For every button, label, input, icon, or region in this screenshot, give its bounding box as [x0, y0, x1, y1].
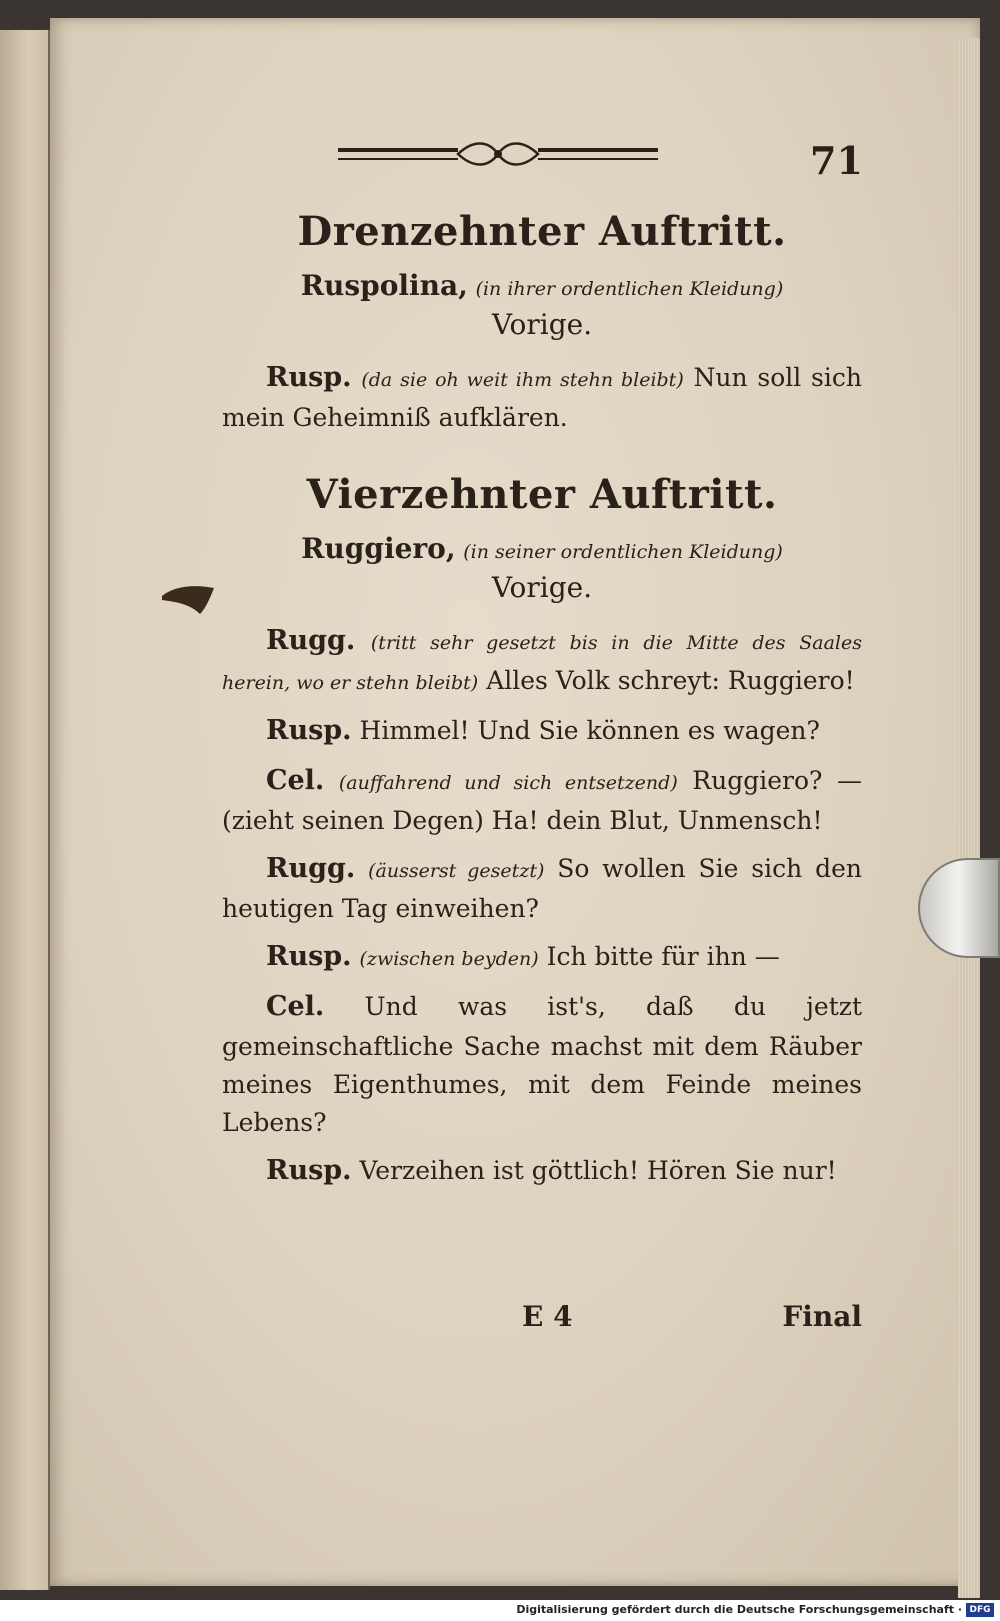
spoken-text: Alles Volk schreyt: Ruggiero!	[486, 666, 855, 695]
speaker: Cel.	[266, 765, 325, 796]
speaker: Rugg.	[266, 853, 356, 884]
left-page-edge	[0, 30, 50, 1590]
speaker: Rugg.	[266, 625, 356, 656]
credit-text: Digitalisierung gefördert durch die Deutsche Forschungsgemeinschaft ·	[516, 1603, 962, 1616]
spoken-text: Verzeihen ist göttlich! Hören Sie nur!	[359, 1156, 837, 1185]
stage-direction: (tritt sehr gesetzt bis in die Mitte des Saales herein, wo er stehn bleibt)	[222, 632, 862, 694]
dialogue-line	[222, 359, 862, 437]
scene-13-heading: Drenzehnter Auftritt.	[297, 208, 787, 255]
page-text	[222, 208, 862, 1202]
ink-blot-mark	[160, 582, 216, 616]
spoken-text: Nun soll sich mein Geheimniß aufklären.	[222, 363, 862, 432]
speaker: Rusp.	[266, 941, 352, 972]
scene-13-cast	[222, 267, 862, 308]
dialogue-line	[222, 988, 862, 1142]
spoken-text: So wollen Sie sich den heutigen Tag einweihen?	[222, 854, 863, 923]
credit-bar	[0, 1600, 1000, 1621]
scene-13-others: Vorige.	[491, 308, 593, 341]
stage-direction: (in seiner ordentlichen Kleidung)	[463, 541, 783, 563]
page-stack-edge	[958, 38, 980, 1598]
speaker: Rusp.	[266, 362, 352, 393]
dialogue-line	[222, 712, 862, 752]
spoken-text: Und was ist's, daß du jetzt gemeinschaftliche Sache machst mit dem Räuber meines Eigenthumes, mit dem Feinde meines Lebens?	[222, 992, 862, 1137]
catchword: Final	[782, 1300, 862, 1333]
dialogue-line	[222, 1152, 862, 1192]
stage-direction: (auffahrend und sich entsetzend)	[338, 772, 678, 794]
spoken-text: Ruggiero? — (zieht seinen Degen) Ha! dein Blut, Unmensch!	[222, 766, 862, 835]
dialogue-line	[222, 622, 862, 702]
dialogue-line	[222, 762, 862, 840]
scene-14-heading: Vierzehnter Auftritt.	[306, 471, 778, 518]
speaker: Rusp.	[266, 1155, 352, 1186]
stage-direction: (zwischen beyden)	[359, 948, 539, 970]
dialogue-line	[222, 938, 862, 978]
book-page	[50, 18, 980, 1586]
speaker: Cel.	[266, 991, 325, 1022]
spoken-text: Ich bitte für ihn —	[546, 942, 780, 971]
spoken-text: Himmel! Und Sie können es wagen?	[359, 716, 820, 745]
dialogue-line	[222, 850, 862, 928]
scene-14-others: Vorige.	[491, 571, 593, 604]
cast-name: Ruggiero,	[301, 532, 456, 565]
page-number: 71	[810, 138, 863, 183]
cast-name: Ruspolina,	[300, 269, 468, 302]
stage-direction: (da sie oh weit ihm stehn bleibt)	[361, 369, 684, 391]
dfg-logo: DFG	[966, 1603, 994, 1617]
scene-14-cast	[222, 530, 862, 571]
speaker: Rusp.	[266, 715, 352, 746]
stage-direction: (äusserst gesetzt)	[368, 860, 545, 882]
stage-direction: (in ihrer ordentlichen Kleidung)	[475, 278, 784, 300]
signature-mark: E 4	[522, 1300, 573, 1333]
ornament-rule	[338, 136, 658, 176]
